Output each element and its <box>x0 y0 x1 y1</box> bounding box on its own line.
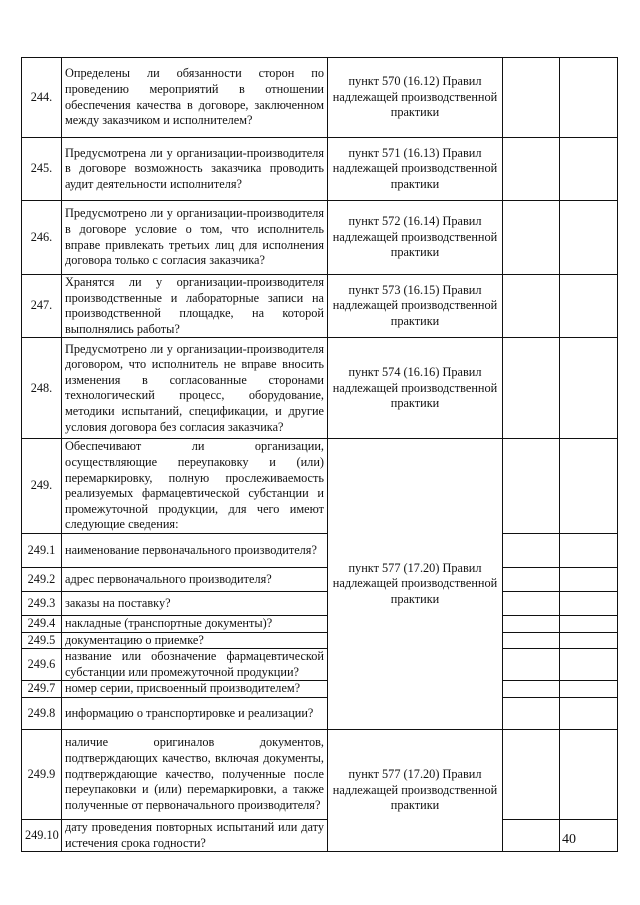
question-text: название или обозначение фармацевтической субстанции или промежуточной продукции? <box>62 649 328 681</box>
reference-text: пункт 573 (16.15) Правил надлежащей производственной практики <box>328 275 503 338</box>
table-row <box>22 632 618 649</box>
row-number: 247. <box>22 275 62 338</box>
reference-text: пункт 571 (16.13) Правил надлежащей производственной практики <box>328 138 503 201</box>
answer-cell <box>503 632 560 649</box>
answer-cell <box>503 201 560 275</box>
page-number: 40 <box>562 832 576 847</box>
row-number: 249.4 <box>22 615 62 632</box>
table-row <box>22 681 618 698</box>
note-cell <box>560 697 618 729</box>
answer-cell <box>503 567 560 591</box>
answer-cell <box>503 533 560 567</box>
note-cell <box>560 275 618 338</box>
row-number: 248. <box>22 338 62 439</box>
row-number: 249.8 <box>22 697 62 729</box>
answer-cell <box>503 649 560 681</box>
row-number: 244. <box>22 58 62 138</box>
row-number: 249. <box>22 439 62 534</box>
reference-text: пункт 572 (16.14) Правил надлежащей производственной практики <box>328 201 503 275</box>
note-cell <box>560 201 618 275</box>
answer-cell <box>503 591 560 615</box>
row-number: 249.5 <box>22 632 62 649</box>
reference-text: пункт 574 (16.16) Правил надлежащей производственной практики <box>328 338 503 439</box>
checklist-table <box>21 57 618 852</box>
table-row <box>22 697 618 729</box>
question-text: Обеспечивают ли организации, осуществляющие переупаковку и (или) перемаркировку, полную прослеживаемость реализуемых фармацевтической субстанции и промежуточной продукции, для чего имеют следующие сведения: <box>62 439 328 534</box>
note-cell <box>560 681 618 698</box>
note-cell <box>560 567 618 591</box>
note-cell <box>560 615 618 632</box>
question-text: накладные (транспортные документы)? <box>62 615 328 632</box>
row-number: 249.10 <box>22 819 62 851</box>
answer-cell <box>503 697 560 729</box>
answer-cell <box>503 275 560 338</box>
question-text: информацию о транспортировке и реализации? <box>62 697 328 729</box>
note-cell <box>560 338 618 439</box>
note-cell <box>560 439 618 534</box>
question-text: Определены ли обязанности сторон по проведению мероприятий в отношении обеспечения качества в договоре, заключенном между заказчиком и исполнителем? <box>62 58 328 138</box>
row-number: 246. <box>22 201 62 275</box>
question-text: наименование первоначального производителя? <box>62 533 328 567</box>
table-row <box>22 649 618 681</box>
question-text: Предусмотрена ли у организации-производителя в договоре возможность заказчика проводить аудит деятельности исполнителя? <box>62 138 328 201</box>
answer-cell <box>503 681 560 698</box>
table-row <box>22 201 618 275</box>
row-number: 249.6 <box>22 649 62 681</box>
row-number: 249.9 <box>22 729 62 819</box>
note-cell <box>560 729 618 819</box>
question-text: дату проведения повторных испытаний или дату истечения срока годности? <box>62 819 328 851</box>
note-cell <box>560 632 618 649</box>
note-cell <box>560 138 618 201</box>
answer-cell <box>503 58 560 138</box>
row-number: 249.2 <box>22 567 62 591</box>
table-row <box>22 275 618 338</box>
question-text: Предусмотрено ли у организации-производителя в договоре условие о том, что исполнитель вправе привлекать третьих лиц для исполнения договора только с согласия заказчика? <box>62 201 328 275</box>
row-number: 245. <box>22 138 62 201</box>
question-text: документацию о приемке? <box>62 632 328 649</box>
table-row <box>22 729 618 819</box>
answer-cell <box>503 439 560 534</box>
table-row <box>22 533 618 567</box>
merged-reference-text: пункт 577 (17.20) Правил надлежащей производственной практики <box>328 439 503 730</box>
table-row <box>22 58 618 138</box>
table-row <box>22 591 618 615</box>
answer-cell <box>503 615 560 632</box>
note-cell <box>560 58 618 138</box>
table-row <box>22 439 618 534</box>
row-number: 249.1 <box>22 533 62 567</box>
table-row <box>22 338 618 439</box>
question-text: номер серии, присвоенный производителем? <box>62 681 328 698</box>
table-row <box>22 567 618 591</box>
table-row <box>22 819 618 851</box>
note-cell <box>560 591 618 615</box>
question-text: наличие оригиналов документов, подтверждающих качество, включая документы, подтверждающие качество, полученные после переупаковки и (или) перемаркировки, а также полученные от первоначального производителя? <box>62 729 328 819</box>
answer-cell <box>503 338 560 439</box>
question-text: Предусмотрено ли у организации-производителя договором, что исполнитель не вправе вносить изменения в согласованные сторонами технологический процесс, оборудование, методики испытаний, спецификации, и другие условия договора без согласия заказчика? <box>62 338 328 439</box>
row-number: 249.3 <box>22 591 62 615</box>
note-cell <box>560 649 618 681</box>
table-row <box>22 615 618 632</box>
question-text: заказы на поставку? <box>62 591 328 615</box>
reference-text: пункт 577 (17.20) Правил надлежащей производственной практики <box>328 729 503 851</box>
row-number: 249.7 <box>22 681 62 698</box>
reference-text: пункт 570 (16.12) Правил надлежащей производственной практики <box>328 58 503 138</box>
question-text: адрес первоначального производителя? <box>62 567 328 591</box>
answer-cell <box>503 138 560 201</box>
note-cell <box>560 533 618 567</box>
answer-cell <box>503 819 560 851</box>
answer-cell <box>503 729 560 819</box>
table-row <box>22 138 618 201</box>
question-text: Хранятся ли у организации-производителя производственные и лабораторные записи на производственной площадке, на которой выполнялись работы? <box>62 275 328 338</box>
